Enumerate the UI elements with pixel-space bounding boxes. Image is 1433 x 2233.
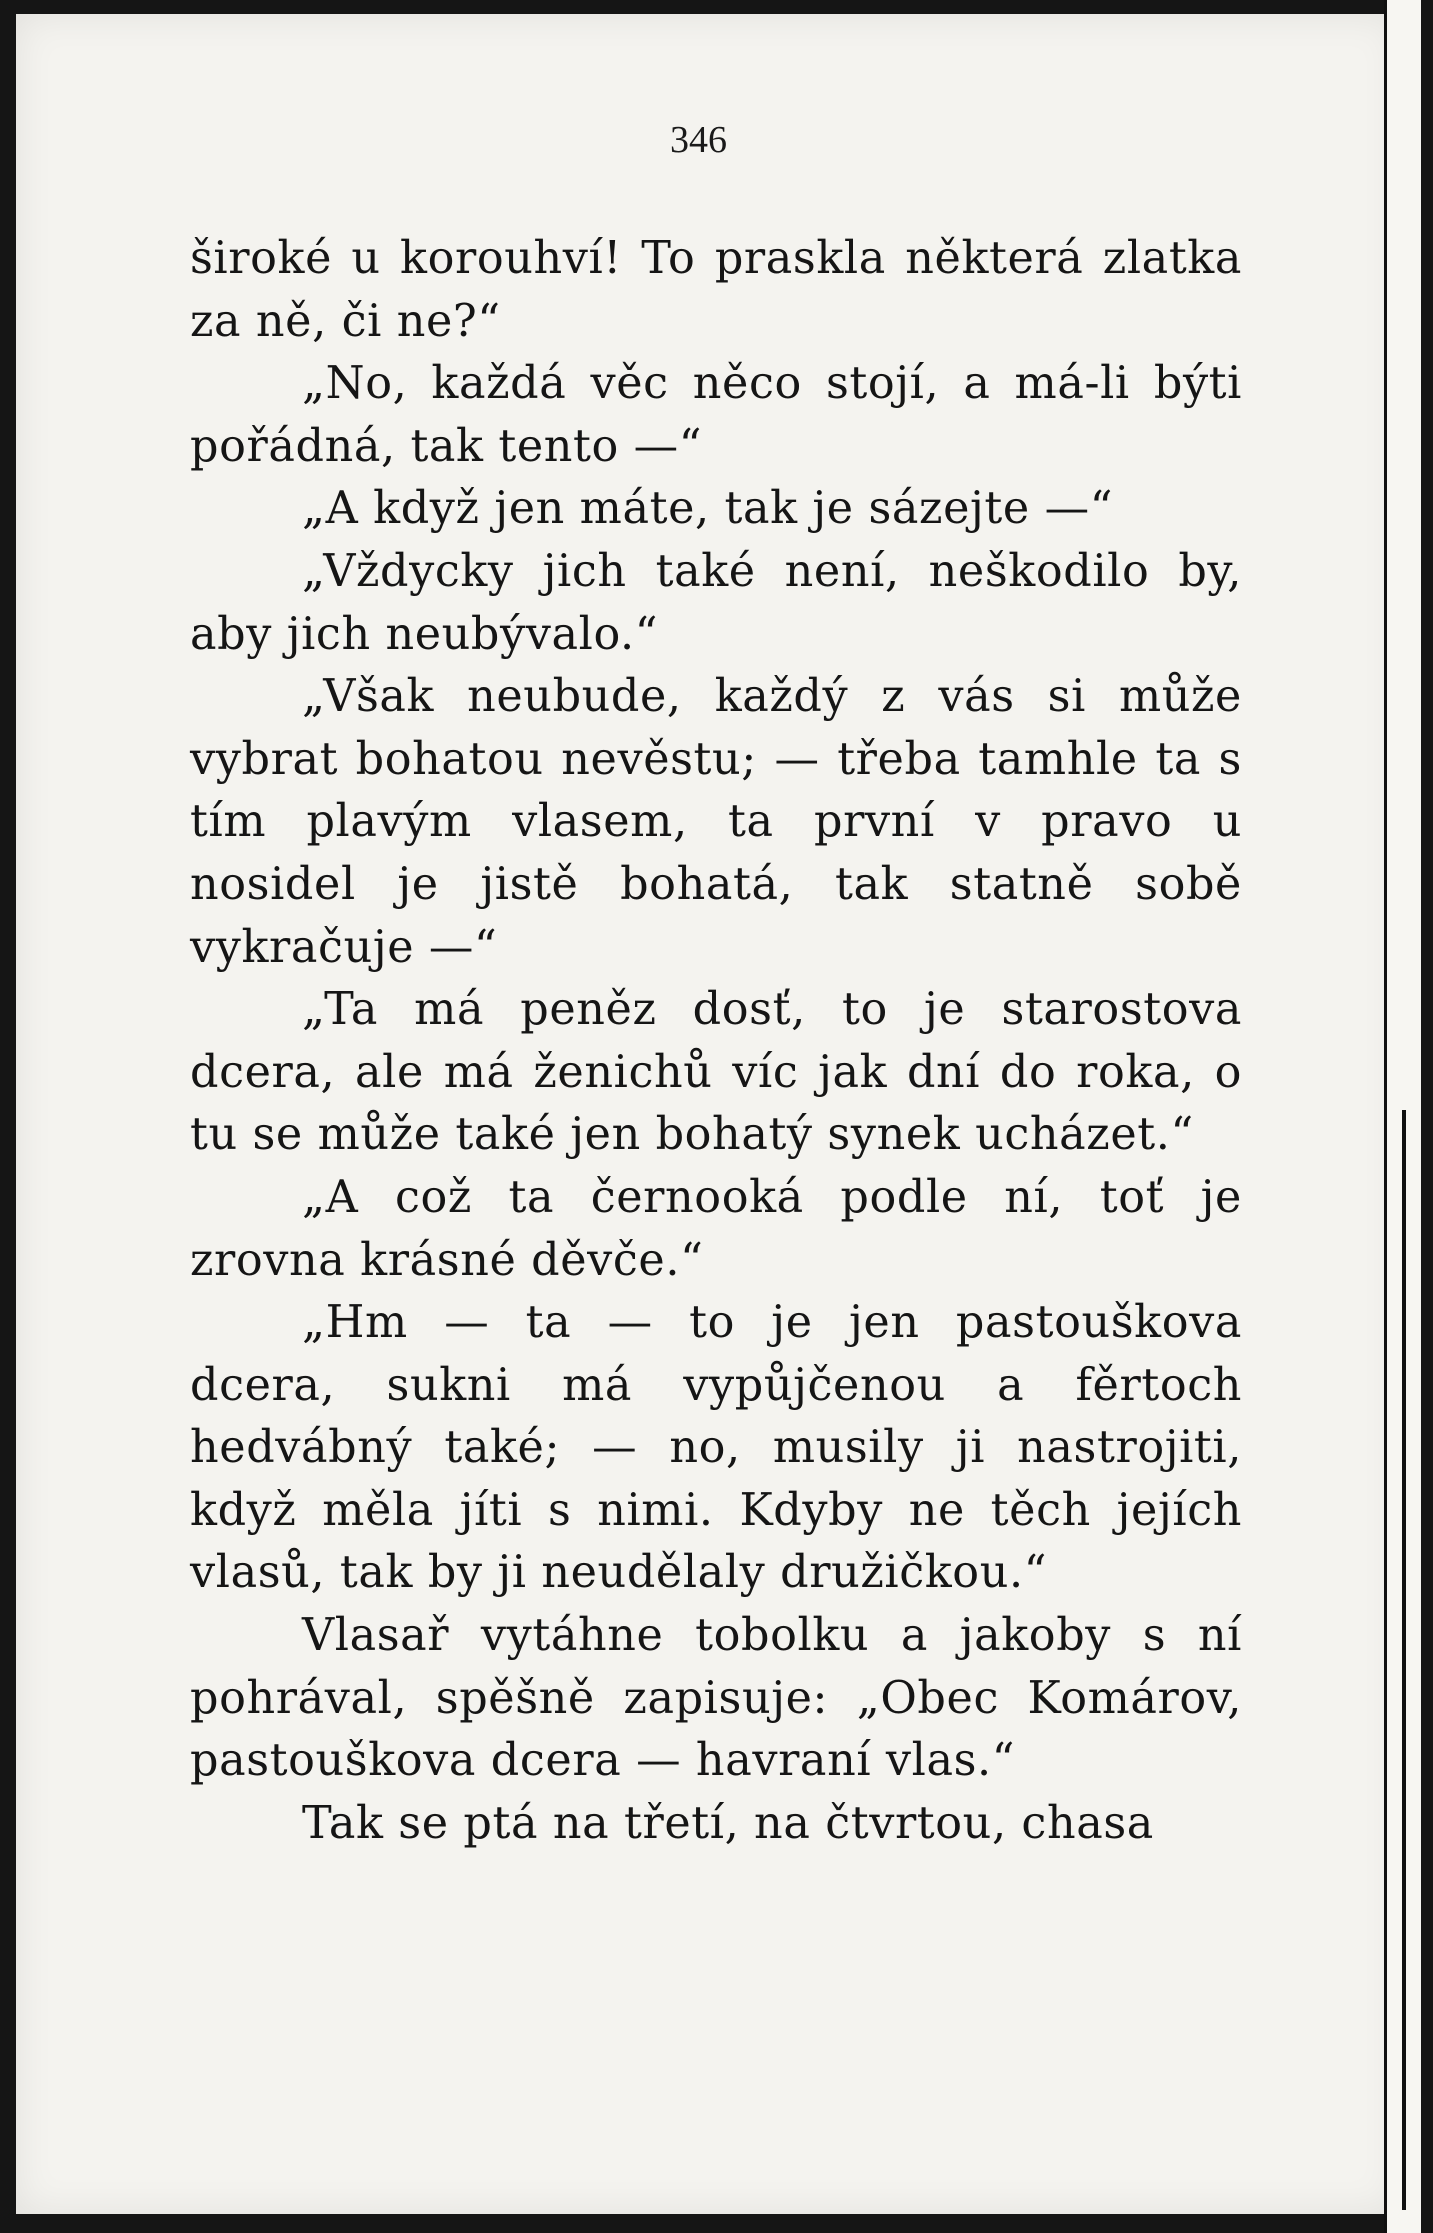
page-edge-shadow bbox=[1402, 1110, 1406, 2210]
paragraph: „A což ta černooká podle ní, toť je zrovna krásné děvče.“ bbox=[190, 1171, 1242, 1286]
body-text bbox=[190, 228, 1242, 1855]
paragraph: Tak se ptá na třetí, na čtvrtou, chasa bbox=[302, 1797, 1154, 1849]
page-number: 346 bbox=[670, 119, 727, 161]
paragraph: „Však neubude, každý z vás si může vybrat bohatou nevěstu; — třeba tamhle ta s tím plavým vlasem, ta první v pravo u nosidel je jistě bohatá, tak statně sobě vykračuje —“ bbox=[190, 671, 1242, 973]
paragraph: „Ta má peněz dosť, to je starostova dcera, ale má ženichů víc jak dní do roka, o tu se může také jen bohatý synek ucházet.“ bbox=[190, 984, 1242, 1161]
paragraph: Vlasař vytáhne tobolku a jakoby s ní pohrával, spěšně zapisuje: „Obec Komárov, pastouškova dcera — havraní vlas.“ bbox=[190, 1610, 1242, 1787]
paragraph: široké u korouhví! To praskla některá zlatka za ně, či ne?“ bbox=[190, 233, 1242, 347]
paragraph: „No, každá věc něco stojí, a má-li býti pořádná, tak tento —“ bbox=[190, 358, 1242, 472]
paragraph: „A když jen máte, tak je sázejte —“ bbox=[302, 483, 1114, 535]
paragraph: „Hm — ta — to je jen pastouškova dcera, sukni má vypůjčenou a fěrtoch hedvábný také; — no, musily ji nastrojiti, když měla jíti s nimi. Kdyby ne těch jejích vlasů, tak by ji neudělaly družičkou.“ bbox=[190, 1297, 1242, 1599]
paragraph: „Vždycky jich také není, neškodilo by, aby jich neubývalo.“ bbox=[190, 545, 1242, 660]
